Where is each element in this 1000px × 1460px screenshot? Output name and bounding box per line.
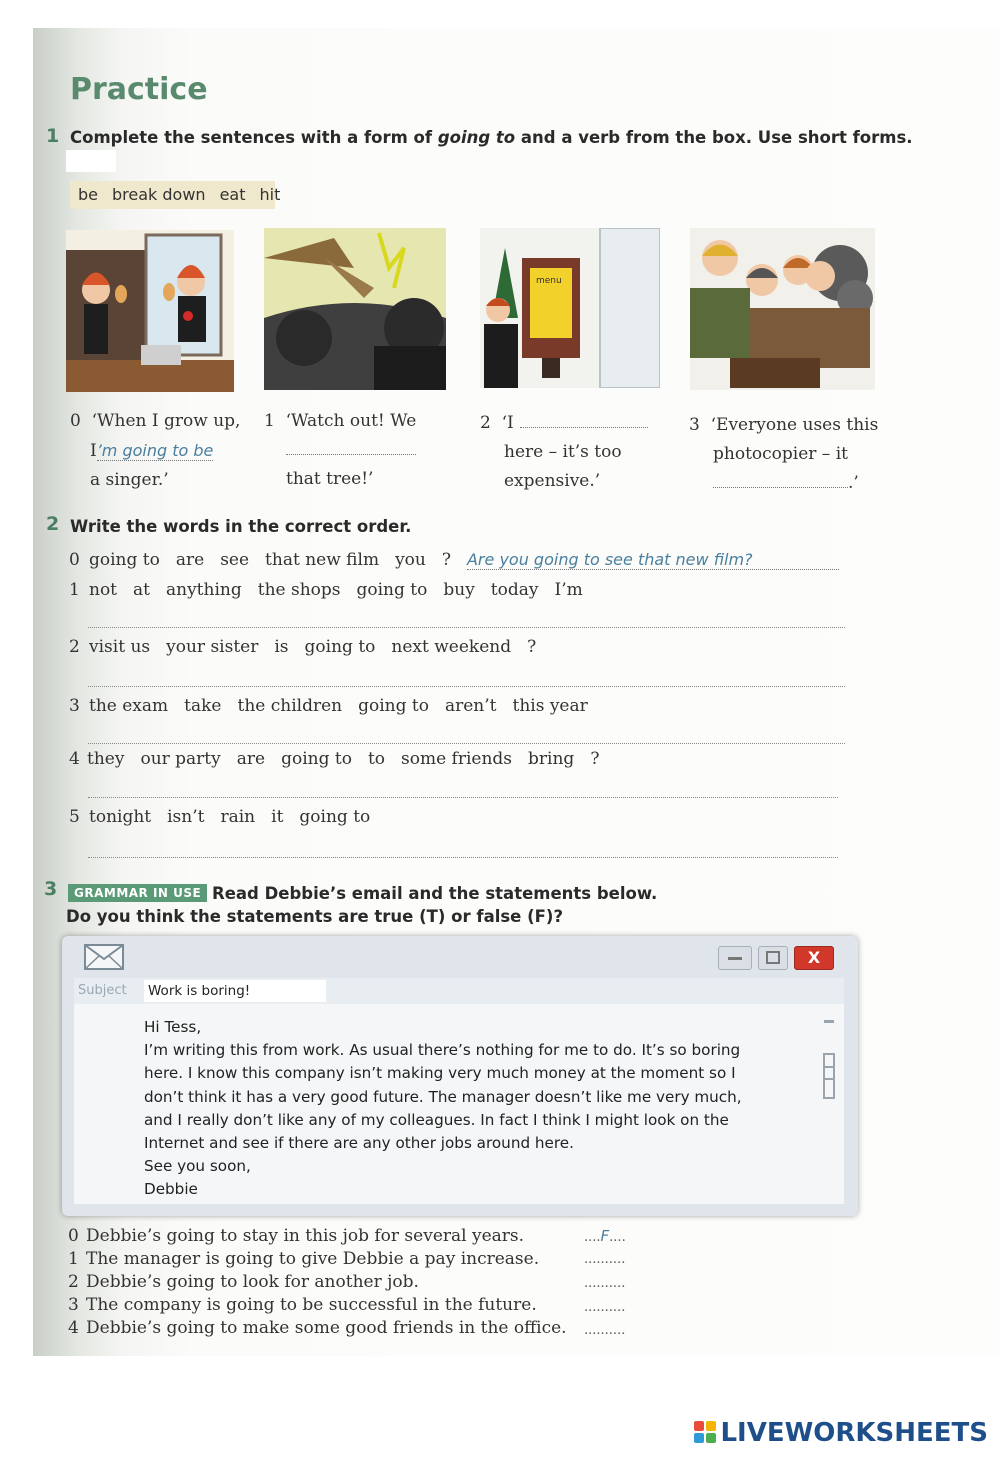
email-line: I’m writing this from work. As usual there’s nothing for me to do. It’s so boring xyxy=(144,1041,741,1060)
ex2-item-3-answer-line[interactable] xyxy=(88,743,845,744)
statement-0-answer: ....F.... xyxy=(584,1227,626,1245)
envelope-icon xyxy=(84,944,124,974)
ex1-item-0-answer: ’m going to be xyxy=(96,441,214,460)
ex2-item-4-answer-line[interactable] xyxy=(88,797,838,798)
exercise-3-instruction-2: Do you think the statements are true (T) or false (F)? xyxy=(66,907,564,926)
email-content-area xyxy=(74,978,844,1204)
menu-sign-text: menu xyxy=(536,276,562,286)
picture-singer xyxy=(66,230,234,392)
exercise-2-number: 2 xyxy=(46,513,60,535)
maximize-icon xyxy=(763,947,783,969)
statement-3-answer[interactable]: .......... xyxy=(584,1300,626,1315)
statement-4: 4 Debbie’s going to make some good friends in the office. xyxy=(68,1318,567,1338)
exercise-3-instruction-1: Read Debbie’s email and the statements below. xyxy=(212,884,658,903)
liveworksheets-logo: LIVEWORKSHEETS xyxy=(694,1418,988,1448)
picture-photocopier xyxy=(690,228,875,390)
word-box xyxy=(70,181,281,209)
grammar-in-use-badge: GRAMMAR IN USE xyxy=(68,884,207,902)
ex2-item-2-answer-line[interactable] xyxy=(88,686,845,687)
close-button[interactable] xyxy=(794,946,834,970)
word-box-item: be xyxy=(78,185,98,204)
email-line: Internet and see if there are any other jobs around here. xyxy=(144,1134,574,1153)
ex2-item-4: 4 they our party are going to to some friends bring ? xyxy=(69,749,600,769)
subject-bar xyxy=(74,978,844,1004)
email-line: and I really don’t like any of my colleagues. In fact I think I might look on the xyxy=(144,1110,729,1129)
minimize-icon xyxy=(725,947,745,969)
statement-2: 2 Debbie’s going to look for another job. xyxy=(68,1272,419,1292)
exercise-2-instruction: Write the words in the correct order. xyxy=(70,517,412,536)
ex2-item-3: 3 the exam take the children going to aren’t this year xyxy=(69,696,588,716)
ex1-item-2: 2 ‘I here – it’s too expensive.’ xyxy=(480,409,648,496)
maximize-button[interactable] xyxy=(758,946,788,970)
page-title: Practice xyxy=(70,72,208,107)
word-box-item: break down xyxy=(112,185,206,204)
close-icon: X xyxy=(807,948,821,967)
picture-menu xyxy=(480,228,660,388)
email-line: here. I know this company isn’t making very much money at the moment so I xyxy=(144,1064,736,1083)
ex1-item-1: 1 ‘Watch out! We that tree!’ xyxy=(264,411,417,489)
statement-1-answer[interactable]: .......... xyxy=(584,1252,626,1267)
email-window xyxy=(62,936,858,1216)
email-closing: See you soon, xyxy=(144,1157,251,1176)
word-box-item: hit xyxy=(259,185,281,204)
ex1-item-0: 0 ‘When I grow up, I’m going to be a singer.’ xyxy=(70,411,241,490)
minimize-button[interactable] xyxy=(718,946,752,970)
ex2-item-5-answer-line[interactable] xyxy=(88,857,838,858)
ex1-item-2-blank[interactable] xyxy=(520,411,648,428)
ex1-item-3: 3 ‘Everyone uses this photocopier – it .’ xyxy=(689,415,879,493)
word-box-item: eat xyxy=(219,185,246,204)
email-signature: Debbie xyxy=(144,1180,198,1199)
subject-field[interactable]: Work is boring! xyxy=(144,980,326,1002)
scan-patch xyxy=(66,150,116,172)
ex2-item-2: 2 visit us your sister is going to next weekend ? xyxy=(69,637,537,657)
ex2-item-1-answer-line[interactable] xyxy=(88,627,845,628)
statement-4-answer[interactable]: .......... xyxy=(584,1323,626,1338)
ex2-item-0: 0 going to are see that new film you ? Are you going to see that new film? xyxy=(69,550,839,570)
ex2-item-0-answer: Are you going to see that new film? xyxy=(467,550,839,570)
ex1-item-1-blank[interactable] xyxy=(286,436,416,455)
exercise-3-number: 3 xyxy=(44,878,58,900)
scrollbar[interactable] xyxy=(822,1018,836,1158)
email-line: don’t think it has a very good future. The manager doesn’t like me very much, xyxy=(144,1087,742,1106)
statement-2-answer[interactable]: .......... xyxy=(584,1276,626,1291)
ex1-item-3-blank[interactable] xyxy=(713,471,848,488)
statement-1: 1 The manager is going to give Debbie a pay increase. xyxy=(68,1249,540,1269)
subject-label: Subject xyxy=(78,983,127,998)
exercise-1-instruction: Complete the sentences with a form of going to and a verb from the box. Use short forms. xyxy=(70,128,913,147)
logo-mark-icon xyxy=(694,1421,716,1443)
picture-car-tree xyxy=(264,228,446,390)
statement-3: 3 The company is going to be successful in the future. xyxy=(68,1295,537,1315)
exercise-1-number: 1 xyxy=(46,125,60,147)
statement-0: 0 Debbie’s going to stay in this job for several years. xyxy=(68,1226,525,1246)
ex2-item-5: 5 tonight isn’t rain it going to xyxy=(69,807,371,827)
ex2-item-1: 1 not at anything the shops going to buy today I’m xyxy=(69,580,583,600)
email-body xyxy=(144,1016,744,1202)
email-greeting: Hi Tess, xyxy=(144,1018,202,1036)
